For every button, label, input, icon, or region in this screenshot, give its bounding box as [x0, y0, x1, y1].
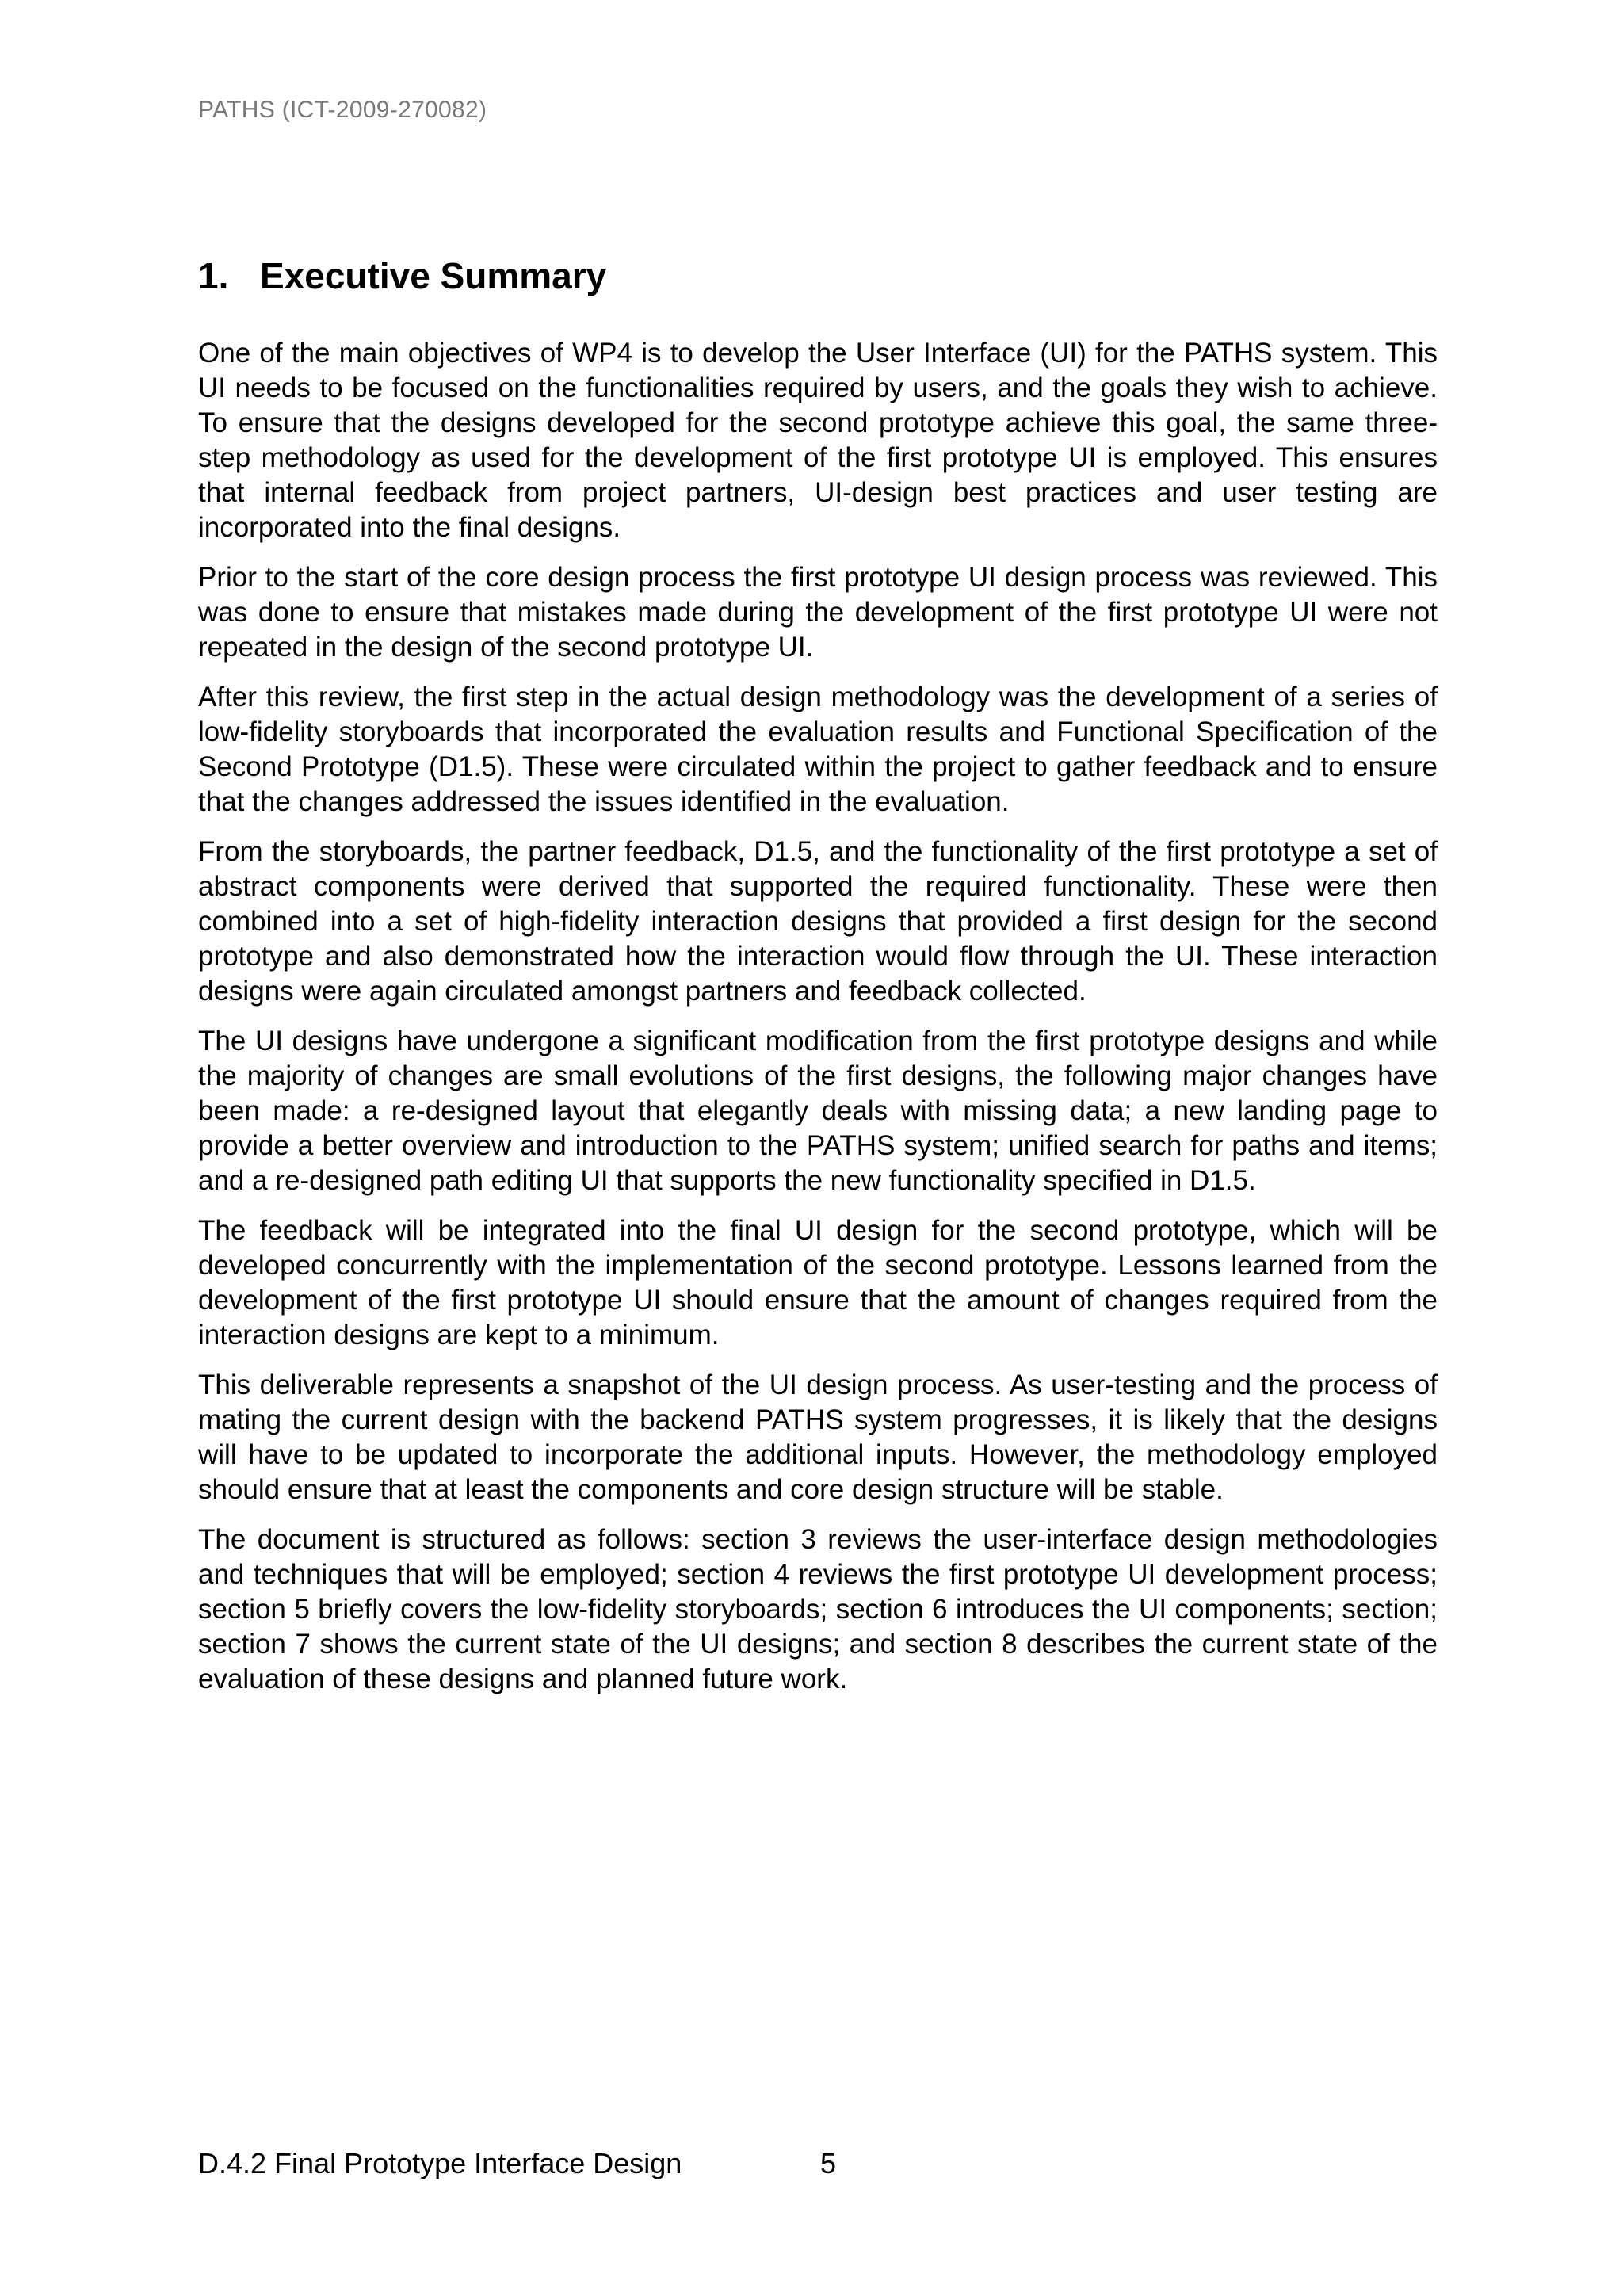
paragraph: After this review, the first step in the actual design methodology was the development of a series of low-fidelity storyboards that incorporated the evaluation results and Functional Specification of the Second Prototype (D1.5). These were circulated within the project to gather feedback and to ensure that the changes addressed the issues identified in the evaluation.: [198, 682, 1438, 817]
paragraph: This deliverable represents a snapshot of the UI design process. As user-testing and the process of mating the current design with the backend PATHS system progresses, it is likely that the designs will have to be updated to incorporate the additional inputs. However, the methodology employed should ensure that at least the components and core design structure will be stable.: [198, 1370, 1438, 1505]
paragraph: Prior to the start of the core design process the first prototype UI design process was reviewed. This was done to ensure that mistakes made during the development of the first prototype UI were not repeated in the design of the second prototype UI.: [198, 562, 1438, 663]
paragraph: The document is structured as follows: section 3 reviews the user-interface design methodologies and techniques that will be employed; section 4 reviews the first prototype UI development process; section 5 briefly covers the low-fidelity storyboards; section 6 introduces the UI components; section; section 7 shows the current state of the UI designs; and section 8 describes the current state of the evaluation of these designs and planned future work.: [198, 1524, 1438, 1694]
page-footer: [198, 2146, 837, 2181]
paragraph: The UI designs have undergone a significant modification from the first prototype designs and while the majority of changes are small evolutions of the first designs, the following major changes have been made: a re-designed layout that elegantly deals with missing data; a new landing page to provide a better overview and introduction to the PATHS system; unified search for paths and items; and a re-designed path editing UI that supports the new functionality specified in D1.5.: [198, 1026, 1438, 1196]
body-text: [198, 336, 1438, 1712]
section-number: 1.: [198, 255, 229, 296]
page-header: [198, 97, 487, 124]
paragraph: From the storyboards, the partner feedback, D1.5, and the functionality of the first prototype a set of abstract components were derived that supported the required functionality. These were then combined into a set of high-fidelity interaction designs that provided a first design for the second prototype and also demonstrated how the interaction would flow through the UI. These interaction designs were again circulated amongst partners and feedback collected.: [198, 836, 1438, 1007]
paragraph: The feedback will be integrated into the final UI design for the second prototype, which will be developed concurrently with the implementation of the second prototype. Lessons learned from the development of the first prototype UI should ensure that the amount of changes required from the interaction designs are kept to a minimum.: [198, 1215, 1438, 1350]
section-title: Executive Summary: [260, 255, 607, 296]
project-code: PATHS (ICT-2009-270082): [198, 97, 487, 123]
footer-document-title: D.4.2 Final Prototype Interface Design: [198, 2147, 682, 2179]
section-heading: [198, 252, 606, 300]
page-number: 5: [820, 2147, 837, 2179]
paragraph: One of the main objectives of WP4 is to develop the User Interface (UI) for the PATHS system. This UI needs to be focused on the functionalities required by users, and the goals they wish to achieve. To ensure that the designs developed for the second prototype achieve this goal, the same three-step methodology as used for the development of the first prototype UI is employed. This ensures that internal feedback from project partners, UI-design best practices and user testing are incorporated into the final designs.: [198, 338, 1438, 543]
